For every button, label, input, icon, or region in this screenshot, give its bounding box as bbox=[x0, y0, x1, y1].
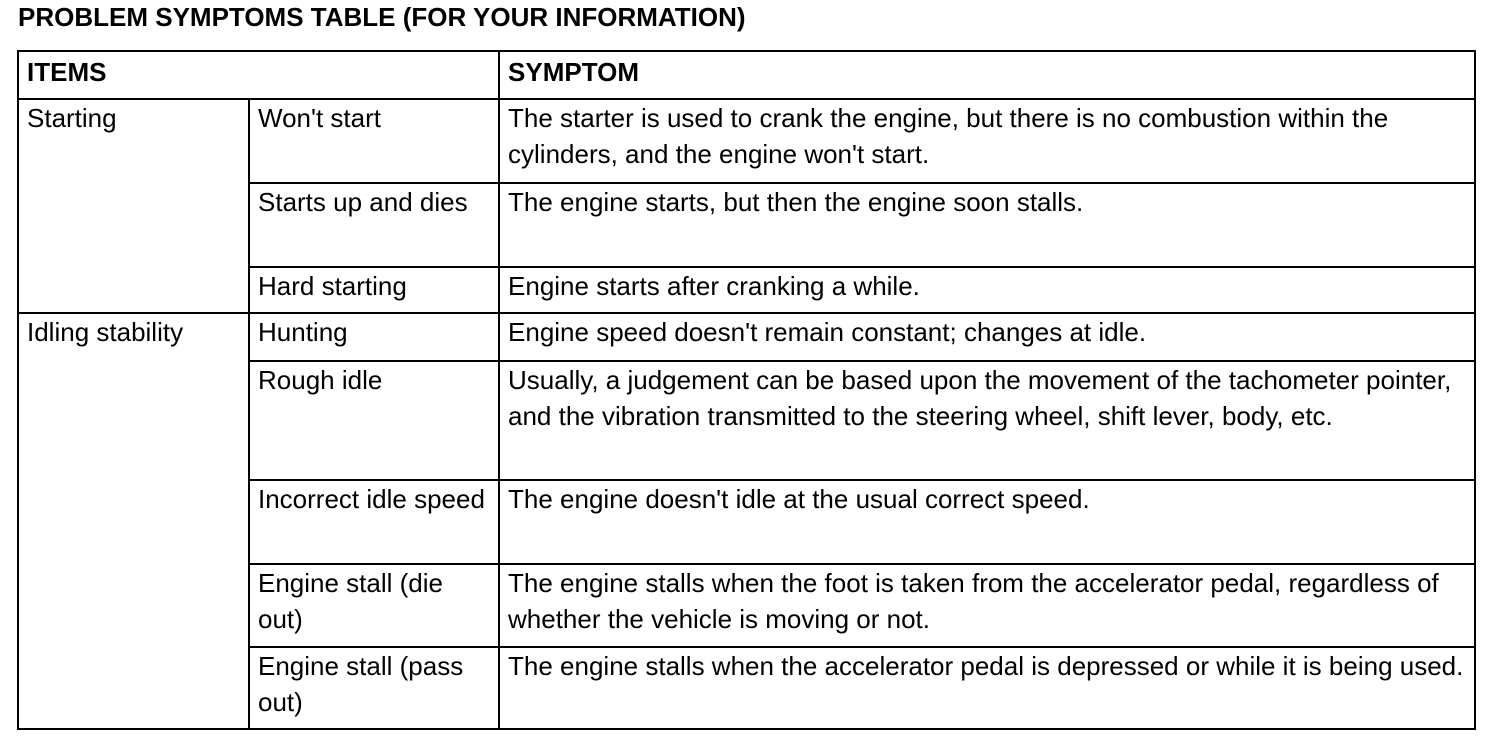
symptom-cell: The starter is used to crank the engine, but there is no combustion within the cylinders, and the engine won't start. bbox=[499, 99, 1475, 183]
symptom-cell: Engine speed doesn't remain constant; changes at idle. bbox=[499, 313, 1475, 361]
header-items: ITEMS bbox=[18, 51, 499, 99]
item-cell: Incorrect idle speed bbox=[249, 480, 499, 564]
symptom-cell: The engine stalls when the accelerator pedal is depressed or while it is being used. bbox=[499, 647, 1475, 729]
item-cell: Rough idle bbox=[249, 361, 499, 480]
item-cell: Engine stall (pass out) bbox=[249, 647, 499, 729]
page-title: PROBLEM SYMPTOMS TABLE (FOR YOUR INFORMATION) bbox=[18, 2, 746, 32]
problem-symptoms-table bbox=[17, 50, 1476, 730]
table-row bbox=[18, 99, 1475, 183]
symptom-cell: Usually, a judgement can be based upon the movement of the tachometer pointer, and the vibration transmitted to the steering wheel, shift lever, body, etc. bbox=[499, 361, 1475, 480]
table-header-row bbox=[18, 51, 1475, 99]
header-symptom: SYMPTOM bbox=[499, 51, 1475, 99]
item-cell: Engine stall (die out) bbox=[249, 564, 499, 647]
table-row bbox=[18, 313, 1475, 361]
item-cell: Starts up and dies bbox=[249, 183, 499, 267]
symptom-cell: Engine starts after cranking a while. bbox=[499, 267, 1475, 313]
category-cell-idling-stability: Idling stability bbox=[18, 313, 249, 729]
item-cell: Won't start bbox=[249, 99, 499, 183]
symptom-cell: The engine doesn't idle at the usual correct speed. bbox=[499, 480, 1475, 564]
category-cell-starting: Starting bbox=[18, 99, 249, 313]
symptom-cell: The engine stalls when the foot is taken from the accelerator pedal, regardless of whether the vehicle is moving or not. bbox=[499, 564, 1475, 647]
item-cell: Hunting bbox=[249, 313, 499, 361]
item-cell: Hard starting bbox=[249, 267, 499, 313]
symptom-cell: The engine starts, but then the engine soon stalls. bbox=[499, 183, 1475, 267]
